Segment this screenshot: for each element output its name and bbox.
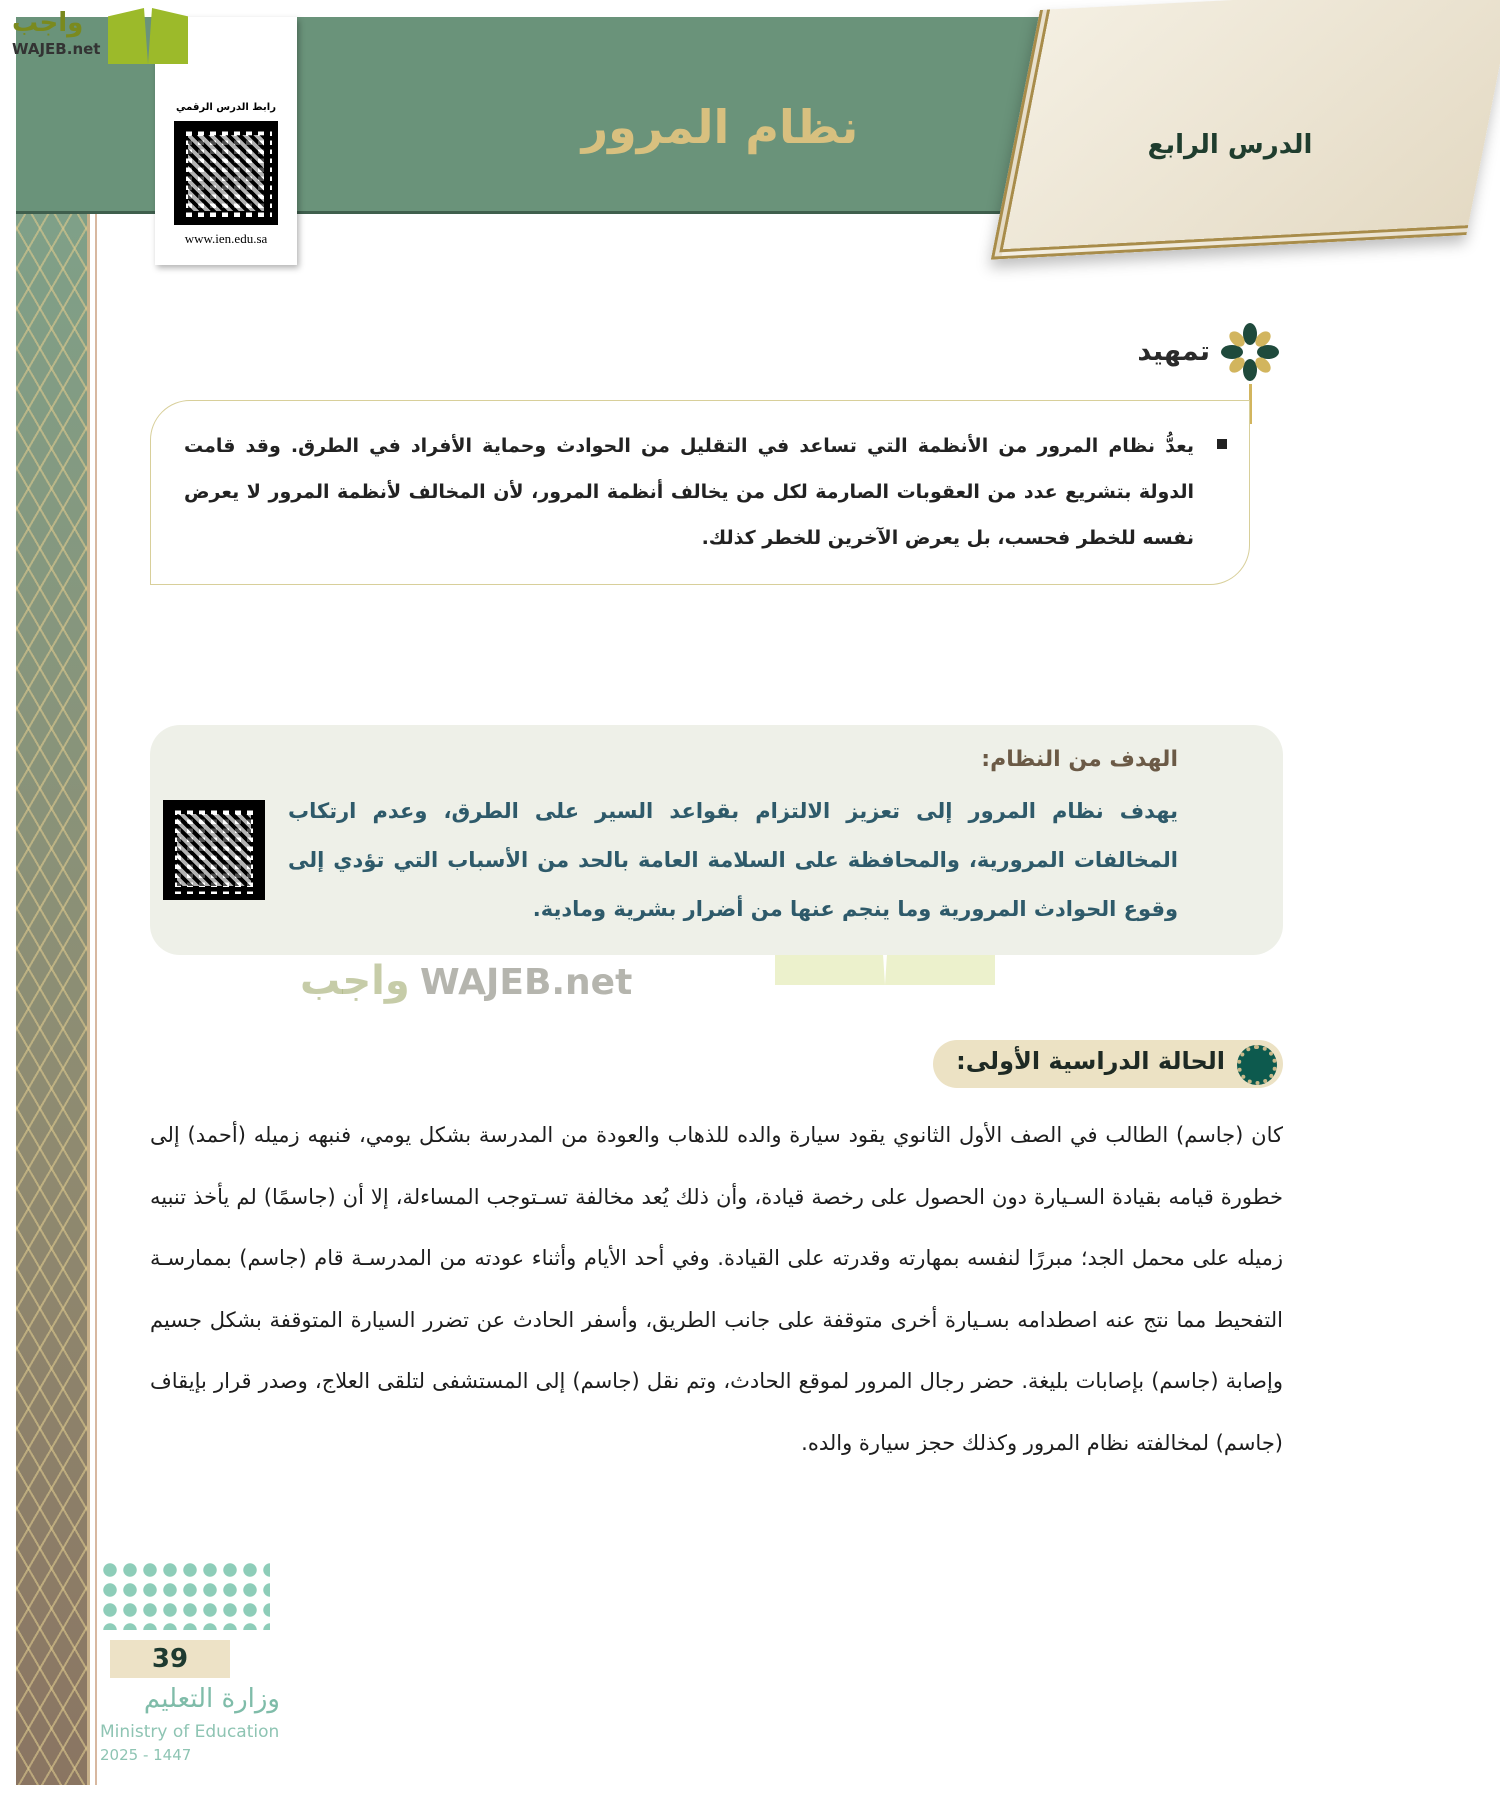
lesson-label: الدرس الرابع xyxy=(1147,130,1313,160)
ministry-logo-icon xyxy=(100,1560,270,1630)
intro-text: يعدُّ نظام المرور من الأنظمة التي تساعد في التقليل من الحوادث وحماية الأفراد في الطرق. وقد قامت الدولة بتشريع عدد من العقوبات الصارمة لكل من يخالف أنظمة المرور، لأن المخالف لأنظمة المرور لا يعرض نفسه للخطر فحسب، بل يعرض الآخرين للخطر كذلك. xyxy=(184,435,1194,549)
watermark-en: WAJEB.net xyxy=(420,962,633,1003)
qr-code-icon[interactable] xyxy=(163,800,265,900)
case-study-heading xyxy=(933,1040,1283,1088)
sun-icon xyxy=(1237,1045,1277,1085)
wajeb-logo-text: WAJEB.net xyxy=(12,40,101,58)
goal-box xyxy=(150,725,1283,955)
ministry-name-ar: وزارة التعليم xyxy=(143,1684,280,1714)
goal-text: يهدف نظام المرور إلى تعزيز الالتزام بقواعد السير على الطرق، وعدم ارتكاب المخالفات المرورية، والمحافظة على السلامة العامة بالحد من الأسباب التي تؤدي إلى وقوع الحوادث المرورية وما ينجم عنها من أضرار بشرية ومادية. xyxy=(288,799,1178,921)
ministry-name-en: Ministry of Education xyxy=(100,1722,280,1742)
intro-box xyxy=(150,400,1250,585)
qr-url[interactable]: www.ien.edu.sa xyxy=(184,231,268,246)
decorative-border xyxy=(16,214,90,1785)
edition-years: 2025 - 1447 xyxy=(100,1746,192,1764)
case-study-title: الحالة الدراسية الأولى: xyxy=(956,1047,1225,1075)
qr-label: رابط الدرس الرقمي xyxy=(176,102,276,113)
page-number: 39 xyxy=(110,1640,230,1678)
wajeb-logo: واجب xyxy=(12,8,84,38)
goal-title: الهدف من النظام: xyxy=(981,747,1178,772)
watermark: واجب xyxy=(300,958,410,1004)
qr-code-icon[interactable] xyxy=(174,121,278,225)
bullet-icon xyxy=(1217,439,1227,449)
intro-heading: تمهيد xyxy=(1137,336,1210,367)
flower-icon xyxy=(1218,320,1282,384)
page-title: نظام المرور xyxy=(581,100,859,154)
case-study-text: كان (جاسم) الطالب في الصف الأول الثانوي يقود سيارة والده للذهاب والعودة من المدرسة بشكل يومي، فنبهه زميله (أحمد) إلى خطورة قيامه بقيادة السـيارة دون الحصول على رخصة قيادة، وأن ذلك يُعد مخالفة تسـتوجب المساءلة، إلا أن (جاسمًا) لم يأخذ تنبيه زميله على محمل الجد؛ مبررًا لنفسه بمهارته وقدرته على القيادة. وفي أحد الأيام وأثناء عودته من المدرسـة قام (جاسم) بممارسـة التفحيط مما نتج عنه اصطدامه بسـيارة أخرى متوقفة على جانب الطريق، وأسفر الحادث عن تضرر السيارة المتوقفة بشكل جسيم وإصابة (جاسم) بإصابات بليغة. حضر رجال المرور لموقع الحادث، وتم نقل (جاسم) إلى المستشفى لتلقى العلاج، وصدر قرار بإيقاف (جاسم) لمخالفته نظام المرور وكذلك حجز سيارة والده. xyxy=(150,1123,1283,1455)
